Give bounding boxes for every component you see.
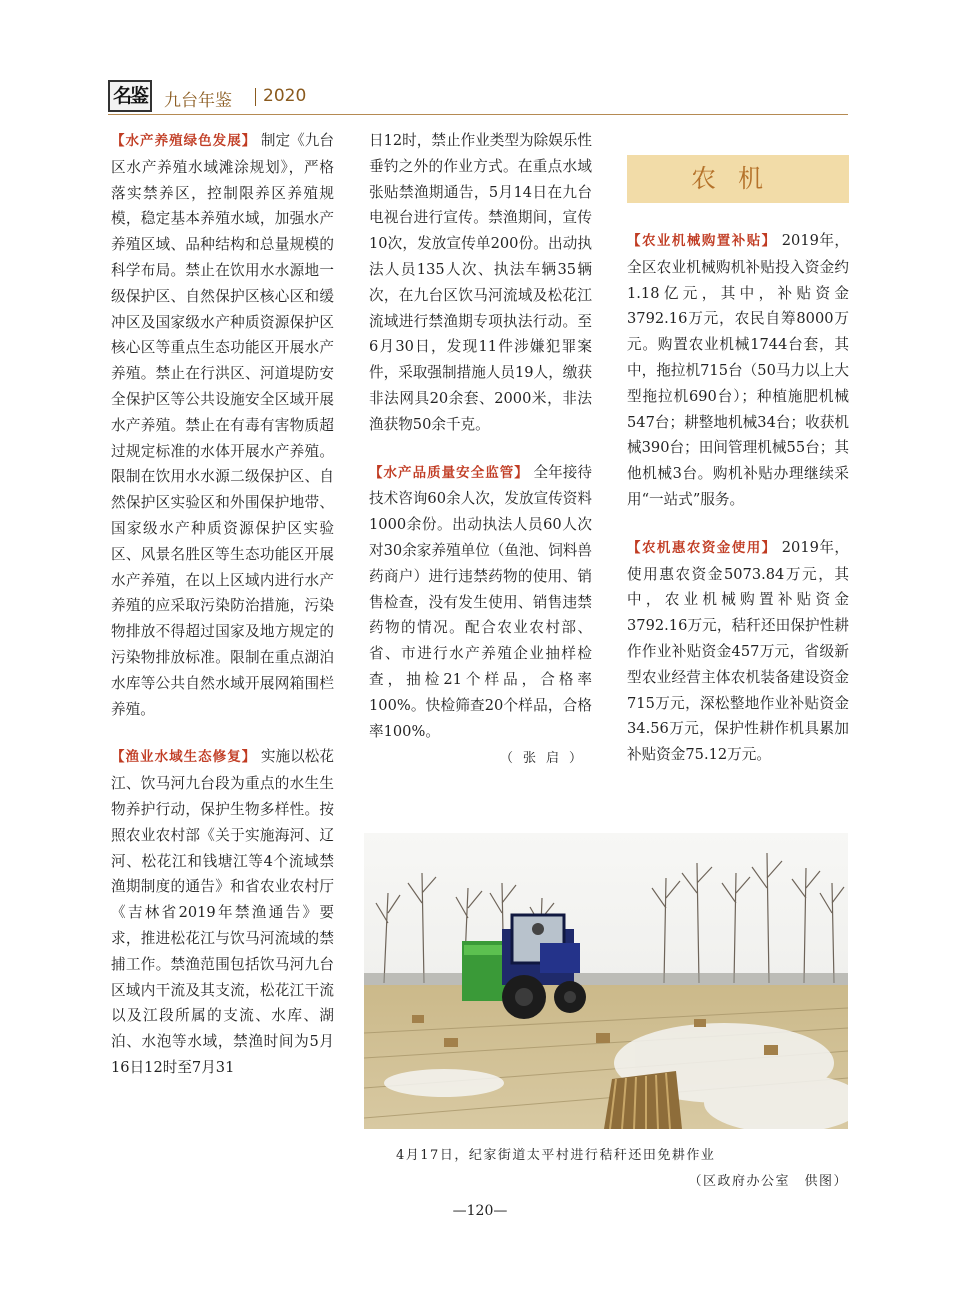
section-heading: 【水产品质量安全监管】: [369, 464, 529, 481]
section-body: 2019年，使用惠农资金5073.84万元，其中，农业机械购置补贴资金3792.16万元，秸秆还田保护性耕作作业补贴资金457万元，省级新型农业经营主体农机装备建设资金715万元，深松整地作业补贴资金34.56万元，保护性耕作机具累加补贴资金75.12万元。: [627, 538, 850, 764]
photo-credit: （区政府办公室 供图）: [688, 1174, 848, 1189]
section-body: 实施以松花江、饮马河九台段为重点的水生生物养护行动，保护生物多样性。按照农业农村部《关于实施海河、辽河、松花江和钱塘江等4个流域禁渔期制度的通告》和省农业农村厅《吉林省2019年禁渔通告》要求，推进松花江与饮马河流域的禁捕工作。禁渔范围包括饮马河九台区域内干流及其支流，松花江干流以及江段所属的支流、水库、湖泊、水泡等水域，禁渔时间为5月16日12时至7月31: [111, 748, 334, 1076]
tractor-photo-illustration: [364, 833, 848, 1129]
header-separator: [255, 88, 256, 106]
chapter-banner: 农机: [627, 155, 849, 203]
yearbook-title: 九台年鉴: [164, 91, 232, 111]
author-credit: （张启）: [499, 751, 592, 767]
page-header: [108, 80, 848, 114]
yearbook-logo: 名鉴: [108, 80, 152, 112]
yearbook-year: 2020: [263, 86, 307, 106]
column-left: [111, 128, 334, 1081]
section-subsidy-funds: [627, 535, 849, 768]
section-fishery-ecology: [111, 744, 334, 1080]
section-heading: 【水产养殖绿色发展】: [111, 133, 257, 149]
tractor-field-photo: [364, 833, 848, 1129]
photo-caption: 4月17日，纪家街道太平村进行秸秆还田免耕作业: [396, 1148, 716, 1163]
section-heading: 【渔业水域生态修复】: [111, 749, 257, 766]
page-number: —120—: [452, 1203, 508, 1219]
section-body: 全年接待技术咨询60余人次，发放宣传资料1000余份。出动执法人员60人次对30余家养殖单位（鱼池、饲料兽药商户）进行违禁药物的使用、销售检查，没有发生使用、销售违禁药物的情况。配合农业农村部、省、市进行水产养殖企业抽样检查，抽检21个样品，合格率100%。快检筛查20个样品，合格率100%。: [369, 463, 592, 740]
column-middle: [369, 128, 592, 772]
section-machinery-subsidy: [627, 228, 849, 513]
header-rule: [108, 114, 848, 115]
section-aquaculture-green: [111, 128, 334, 722]
section-body: 2019年，全区农业机械购机补贴投入资金约1.18亿元，其中，补贴资金3792.16万元，农民自筹8000万元。购置农业机械1744台套，其中，拖拉机715台（50马力以上大型拖拉机690台）；种植施肥机械547台；耕整地机械34台；收获机械390台；田间管理机械55台；其他机械3台。购机补贴办理继续采用“一站式”服务。: [627, 232, 850, 508]
section-product-quality: [369, 460, 592, 745]
section-heading: 【农机惠农资金使用】: [627, 539, 777, 556]
section-heading: 【农业机械购置补贴】: [627, 233, 777, 249]
section-body: 制定《九台区水产养殖水域滩涂规划》，严格落实禁养区，控制限养区养殖规模，稳定基本养殖水域，加强水产养殖区域、品种结构和总量规模的科学布局。禁止在饮用水水源地一级保护区、自然保护区核心区和缓冲区及国家级水产种质资源保护区核心区等重点生态功能区开展水产养殖。禁止在行洪区、河道堤防安全保护区等公共设施安全区域开展水产养殖。禁止在有毒有害物质超过规定标准的水体开展水产养殖。限制在饮用水水源二级保护区、自然保护区实验区和外围保护地带、国家级水产种质资源保护区实验区、风景名胜区等生态功能区开展水产养殖，在以上区域内进行水产养殖的应采取污染防治措施，污染物排放不得超过国家及地方规定的污染物排放标准。限制在重点湖泊水库等公共自然水域开展网箱围栏养殖。: [111, 132, 334, 718]
section-continuation: 日12时，禁止作业类型为除娱乐性垂钓之外的作业方式。在重点水域张贴禁渔期通告，5月14日在九台电视台进行宣传。禁渔期间，宣传10次，发放宣传单200份。出动执法人员135人次、执法车辆35辆次，在九台区饮马河流域及松花江流域进行禁渔期专项执法行动。至6月30日，发现11件涉嫌犯罪案件，采取强制措施人员19人，缴获非法网具20余套、2000米，非法渔获物50余千克。: [369, 132, 592, 433]
column-right: [627, 228, 849, 768]
